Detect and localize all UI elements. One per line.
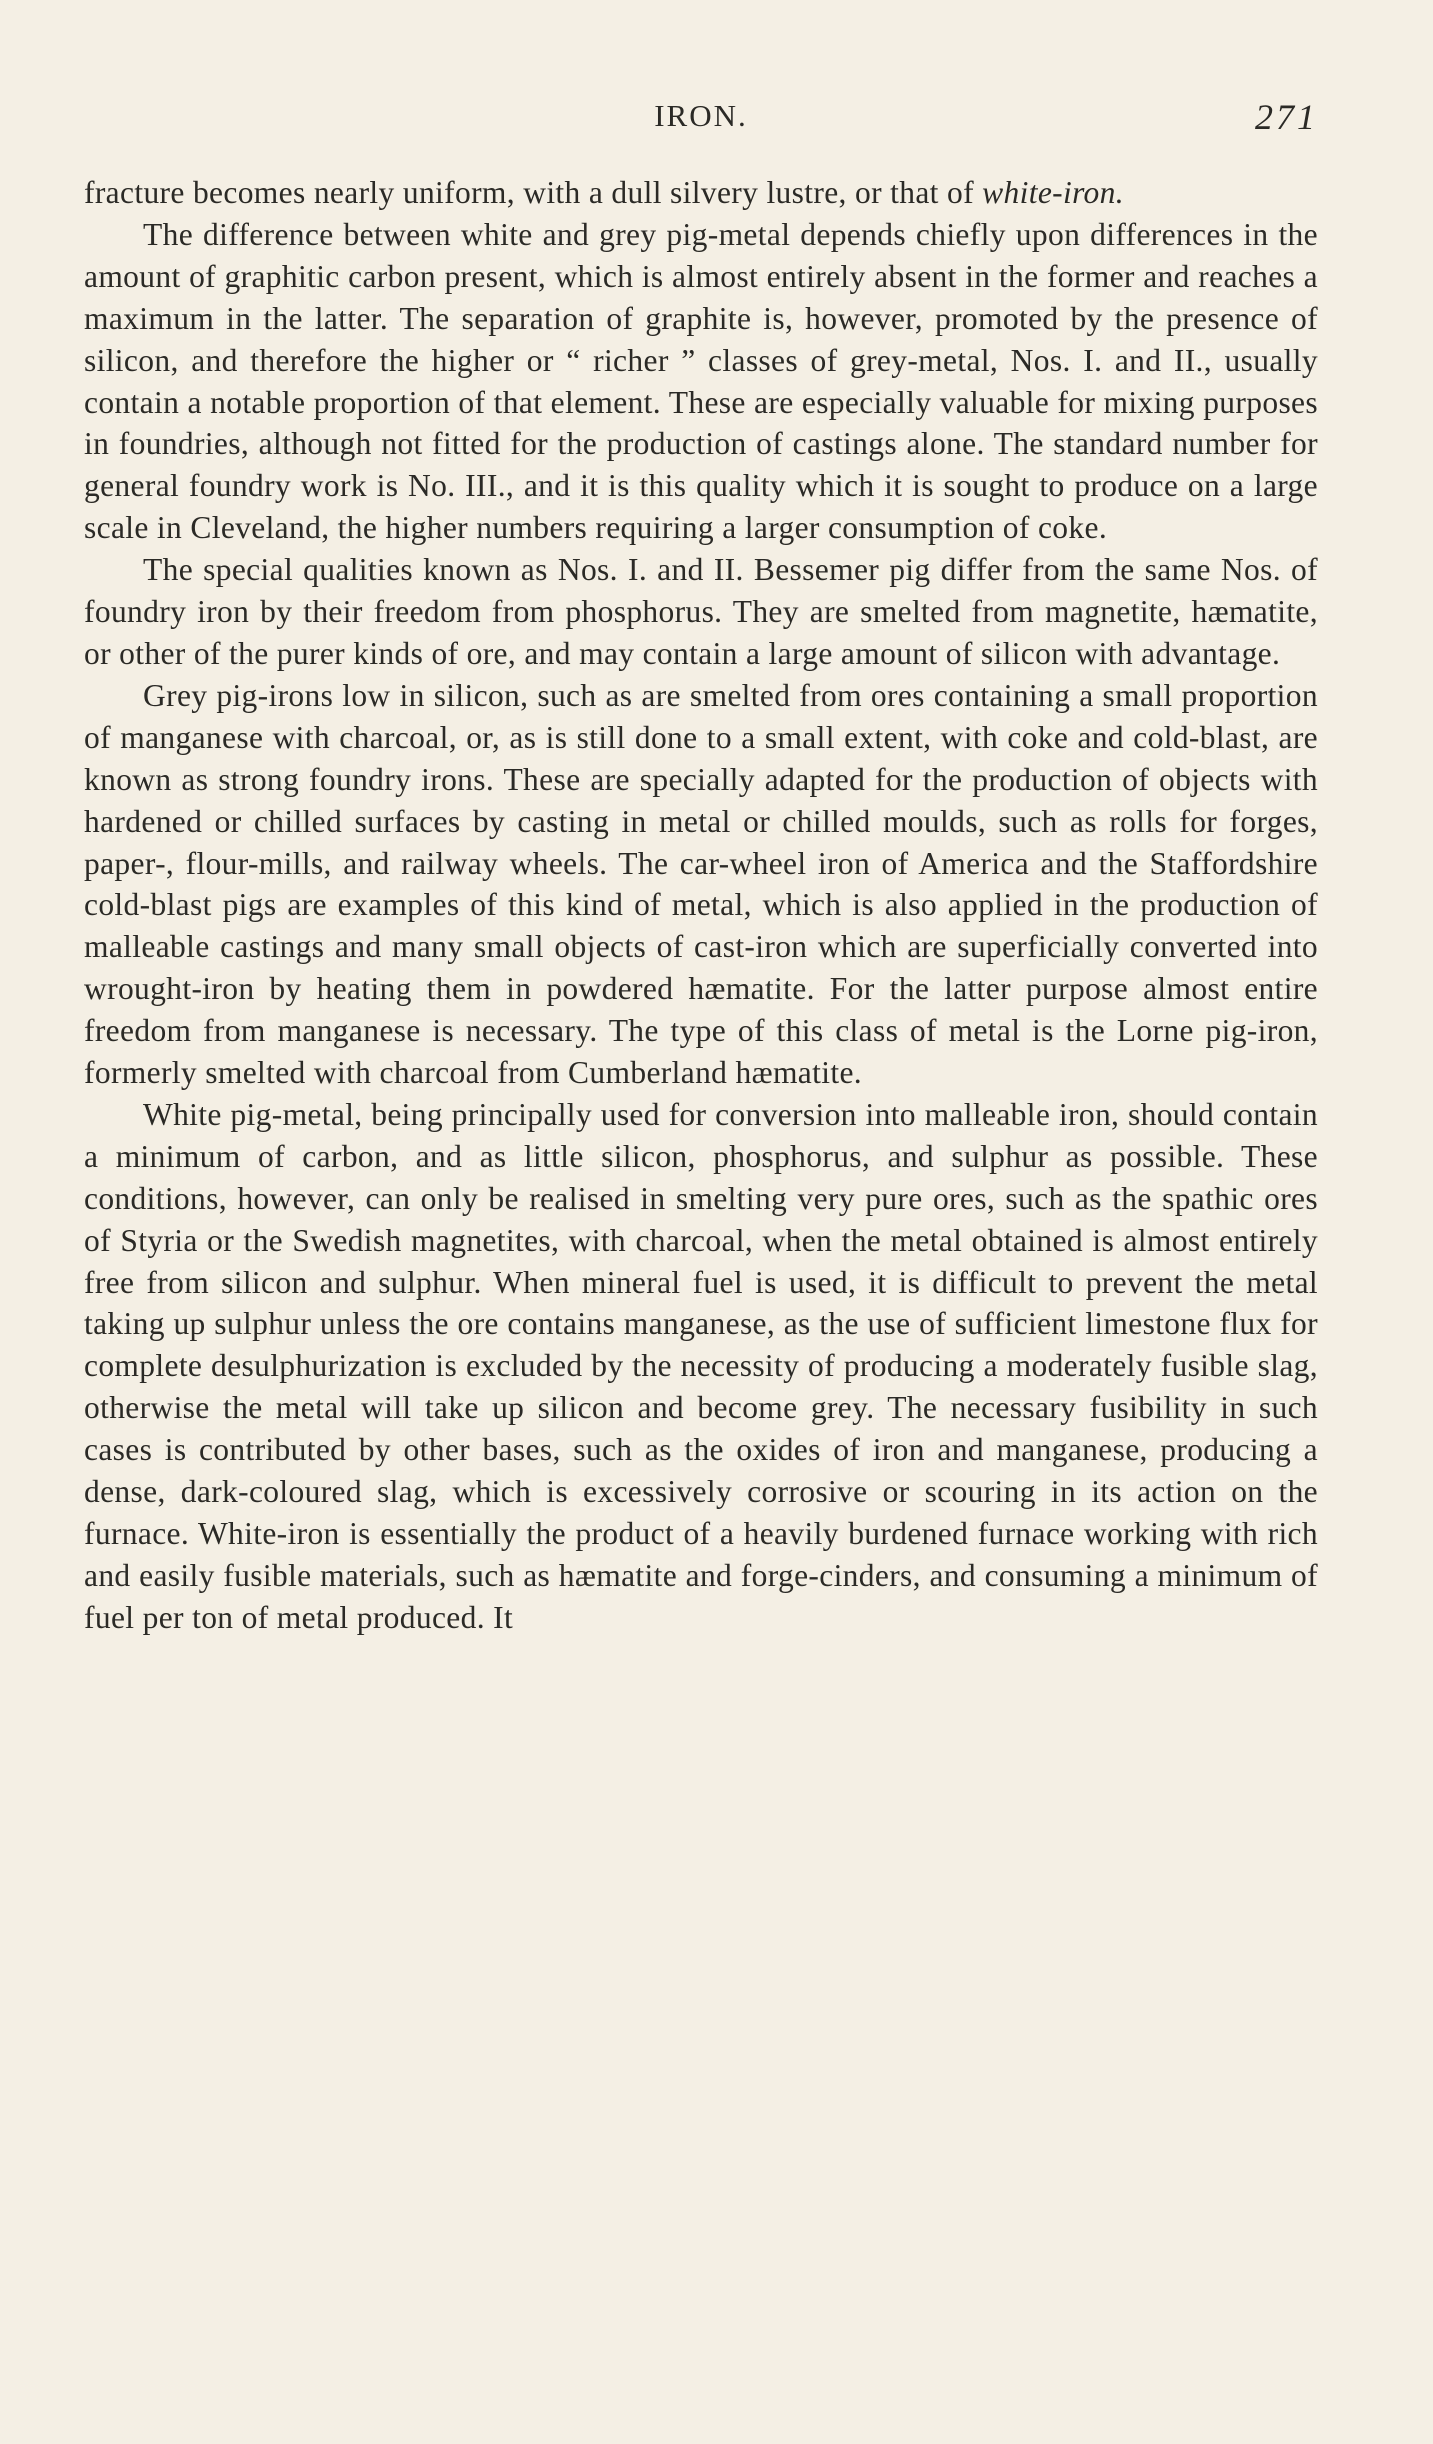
- running-head: [84, 98, 1318, 142]
- paragraph-2: The difference between white and grey pig-metal depends chiefly upon differences in the amount of graphitic carbon present, which is almost entirely absent in the former and reaches a maximum in the latter. The separation of graphite is, however, promoted by the presence of silicon, and therefore the higher or “ richer ” classes of grey-metal, Nos. I. and II., usually contain a notable proportion of that element. These are especially valuable for mixing purposes in foundries, although not fitted for the production of castings alone. The standard number for general foundry work is No. III., and it is this quality which it is sought to produce on a large scale in Cleveland, the higher numbers requiring a larger consumption of coke.: [84, 216, 1318, 546]
- body-text: [84, 172, 1318, 1639]
- chapter-title: IRON.: [654, 98, 748, 133]
- page-number: 271: [1255, 97, 1318, 137]
- paragraph-1-text: fracture becomes nearly uniform, with a dull silvery lustre, or that of: [84, 175, 983, 210]
- paragraph-5: White pig-metal, being principally used for conversion into malleable iron, should contain a minimum of carbon, and as little silicon, phosphorus, and sulphur as possible. These conditions, however, can only be realised in smelting very pure ores, such as the spathic ores of Styria or the Swedish magnetites, with charcoal, when the metal obtained is almost entirely free from silicon and sulphur. When mineral fuel is used, it is difficult to prevent the metal taking up sulphur unless the ore contains manganese, as the use of sufficient limestone flux for complete desulphurization is excluded by the necessity of producing a moderately fusible slag, otherwise the metal will take up silicon and become grey. The necessary fusibility in such cases is contributed by other bases, such as the oxides of iron and manganese, producing a dense, dark-coloured slag, which is excessively corrosive or scouring in its action on the furnace. White-iron is essentially the product of a heavily burdened furnace working with rich and easily fusible materials, such as hæmatite and forge-cinders, and consuming a minimum of fuel per ton of metal produced. It: [84, 1096, 1318, 1635]
- paragraph-3: The special qualities known as Nos. I. and II. Bessemer pig differ from the same Nos. of foundry iron by their freedom from phosphorus. They are smelted from magnetite, hæmatite, or other of the purer kinds of ore, and may contain a large amount of silicon with advantage.: [84, 552, 1318, 671]
- paragraph-1-italic-term: white-iron.: [982, 175, 1124, 210]
- paragraph-4: Grey pig-irons low in silicon, such as are smelted from ores containing a small proportion of manganese with charcoal, or, as is still done to a small extent, with coke and cold-blast, are known as strong foundry irons. These are specially adapted for the production of objects with hardened or chilled surfaces by casting in metal or chilled moulds, such as rolls for forges, paper-, flour-mills, and railway wheels. The car-wheel iron of America and the Staffordshire cold-blast pigs are examples of this kind of metal, which is also applied in the production of malleable castings and many small objects of cast-iron which are superficially converted into wrought-iron by heating them in powdered hæmatite. For the latter purpose almost entire freedom from manganese is necessary. The type of this class of metal is the Lorne pig-iron, formerly smelted with charcoal from Cumberland hæmatite.: [84, 677, 1318, 1091]
- paragraph-1: [84, 172, 1318, 214]
